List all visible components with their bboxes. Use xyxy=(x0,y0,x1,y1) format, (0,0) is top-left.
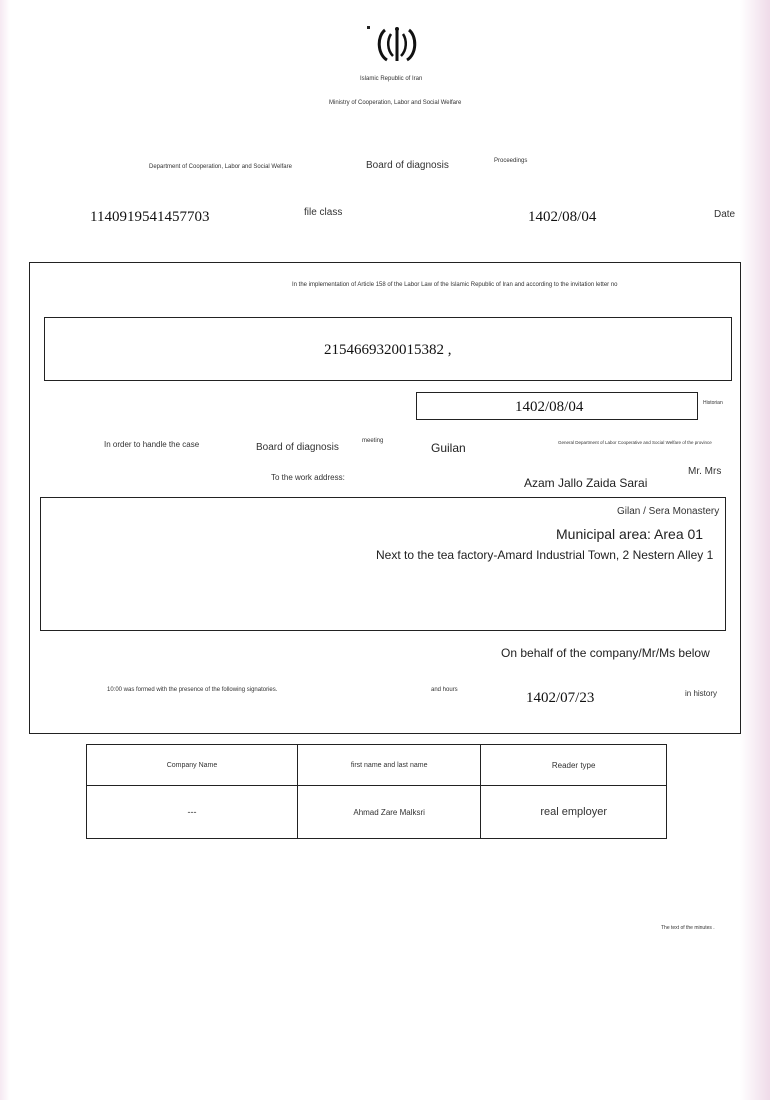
address-line-2: Municipal area: Area 01 xyxy=(556,526,704,542)
province-name: Guilan xyxy=(431,441,466,455)
cell-company: --- xyxy=(87,786,298,839)
board-of-diagnosis: Board of diagnosis xyxy=(256,442,339,453)
handle-case-label: In order to handle the case xyxy=(104,440,200,449)
col-header-reader-type: Reader type xyxy=(481,745,667,786)
formed-text: 10:00 was formed with the presence of the following signatories. xyxy=(107,687,278,693)
scan-speck xyxy=(367,26,370,29)
letter-date: 1402/08/04 xyxy=(515,399,584,415)
in-history-label: in history xyxy=(685,689,718,698)
board-title: Board of diagnosis xyxy=(366,160,449,171)
col-header-company: Company Name xyxy=(87,745,298,786)
person-name: Azam Jallo Zaida Sarai xyxy=(524,476,648,490)
file-date: 1402/08/04 xyxy=(528,209,597,225)
col-header-name: first name and last name xyxy=(297,745,480,786)
historian-label: Historian xyxy=(703,400,723,406)
meeting-date: 1402/07/23 xyxy=(526,690,595,706)
letter-number: 2154669320015382 , xyxy=(324,342,452,358)
iran-emblem-icon xyxy=(375,26,419,66)
scan-edge-right xyxy=(740,0,770,1100)
proceedings-label: Proceedings xyxy=(494,158,528,164)
date-label: Date xyxy=(714,209,736,220)
scan-edge-left xyxy=(0,0,10,1100)
title-label: Mr. Mrs xyxy=(688,466,722,477)
minutes-text: The text of the minutes . xyxy=(661,925,715,931)
address-line-3: Next to the tea factory-Amard Industrial Town, 2 Nestern Alley 1 xyxy=(376,548,714,562)
department-name: Department of Cooperation, Labor and Social Welfare xyxy=(149,164,292,170)
work-address-label: To the work address: xyxy=(271,473,345,482)
general-department: General Department of Labor Cooperative and Social Welfare of the province xyxy=(558,440,712,445)
address-box xyxy=(40,497,726,631)
country-name: Islamic Republic of Iran xyxy=(360,76,423,82)
cell-name: Ahmad Zare Malksri xyxy=(297,786,480,839)
cell-reader-type: real employer xyxy=(481,786,667,839)
on-behalf-label: On behalf of the company/Mr/Ms below xyxy=(501,646,710,660)
table-header-row xyxy=(87,745,667,786)
meeting-label: meeting xyxy=(362,438,384,444)
ministry-name: Ministry of Cooperation, Labor and Social Welfare xyxy=(329,100,462,106)
table-row xyxy=(87,786,667,839)
and-hours-label: and hours xyxy=(431,687,458,693)
address-line-1: Gilan / Sera Monastery xyxy=(617,506,720,517)
file-number: 1140919541457703 xyxy=(90,209,210,225)
signatories-table xyxy=(86,744,667,839)
file-class-label: file class xyxy=(304,207,343,218)
intro-text: In the implementation of Article 158 of the Labor Law of the Islamic Republic of Iran and according to the invitation letter no xyxy=(292,282,618,288)
